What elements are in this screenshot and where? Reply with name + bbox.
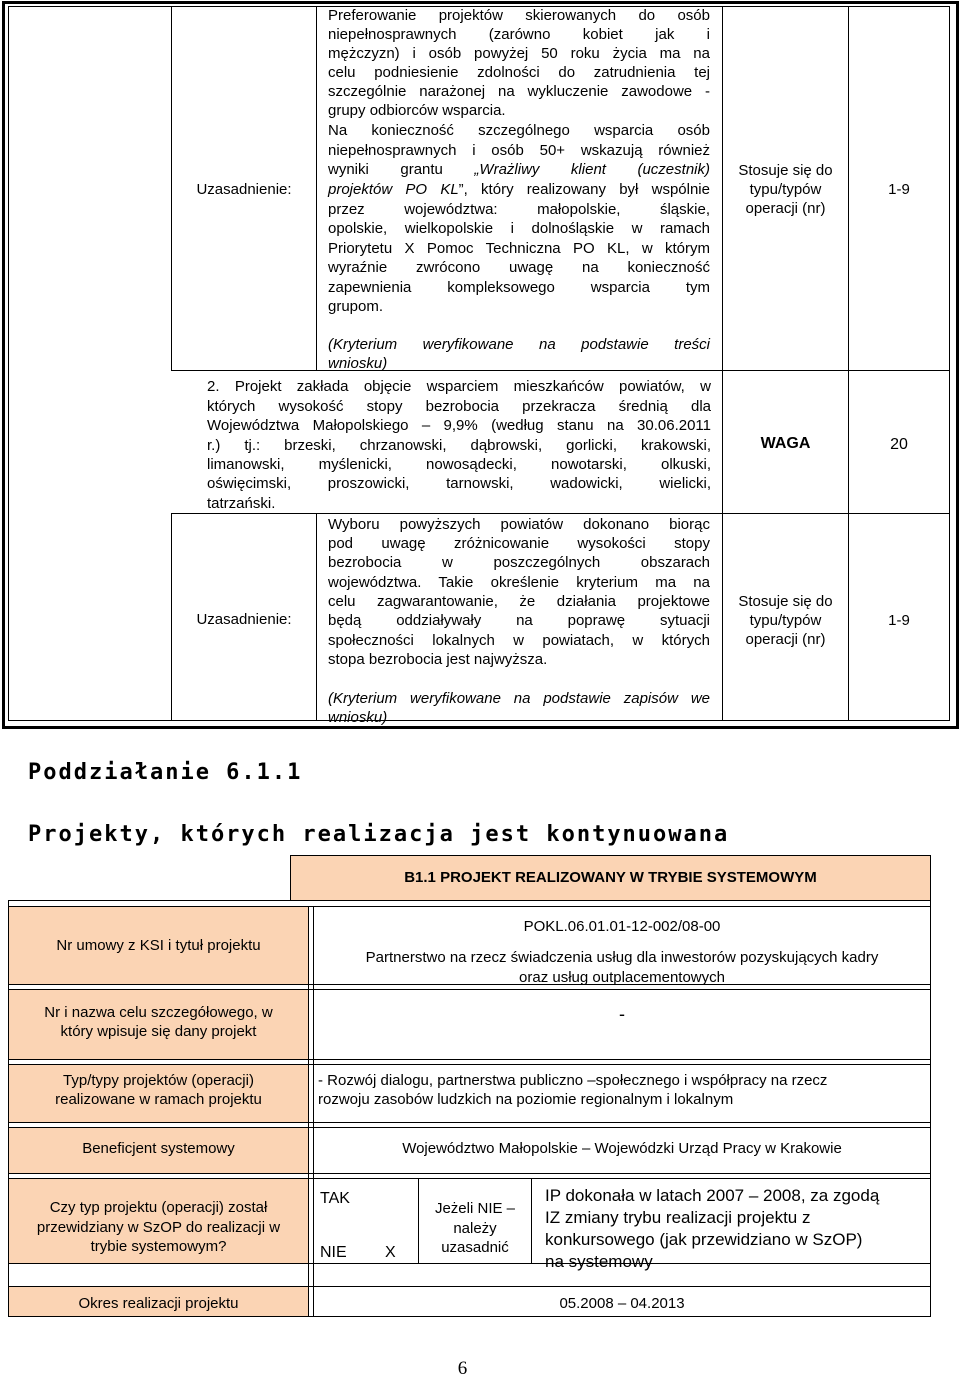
period-label: Okres realizacji projektu <box>78 1295 239 1312</box>
goal-label: Nr i nazwa celu szczegółowego, w <box>44 1004 273 1021</box>
option-no: NIE <box>320 1244 347 1261</box>
period-value: 05.2008 – 04.2013 <box>559 1295 685 1312</box>
beneficiary-value: Województwo Małopolskie – Wojewódzki Urząd Pracy w Krakowie <box>402 1140 842 1157</box>
goal-value: - <box>619 1004 625 1024</box>
verification-note: (Kryterium weryfikowane na podstawie zapisów we <box>328 690 710 707</box>
verification-note: (Kryterium weryfikowane na podstawie treści <box>328 336 710 353</box>
weight-label: WAGA <box>760 435 811 452</box>
types-value: - Rozwój dialogu, partnerstwa publiczno –społecznego i współpracy na rzecz <box>318 1072 828 1089</box>
beneficiary-label: Beneficjent systemowy <box>82 1140 235 1157</box>
justification-label: Uzasadnienie: <box>196 611 292 628</box>
option-yes: TAK <box>320 1190 350 1207</box>
project-title: Partnerstwo na rzecz świadczenia usług dla inwestorów pozyskujących kadry <box>365 949 879 966</box>
project-type-title: B1.1 PROJEKT REALIZOWANY W TRYBIE SYSTEMOWYM <box>404 869 817 886</box>
if-no-label: Jeżeli NIE – <box>434 1200 516 1217</box>
operation-range: 1-9 <box>888 181 910 198</box>
types-label: Typ/typy projektów (operacji) <box>63 1072 254 1089</box>
subaction-heading: Poddziałanie 6.1.1 <box>28 760 303 785</box>
justification-label: Uzasadnienie: <box>196 181 292 198</box>
contract-label: Nr umowy z KSI i tytuł projektu <box>56 937 261 954</box>
weight-value: 20 <box>890 436 908 453</box>
page-number: 6 <box>457 1358 468 1379</box>
checkmark-x: X <box>385 1244 396 1261</box>
section-heading: Projekty, których realizacja jest kontynuowana <box>28 822 730 847</box>
systemic-label: Czy typ projektu (operacji) został <box>49 1199 268 1216</box>
operation-range: 1-9 <box>888 612 910 629</box>
contract-number: POKL.06.01.01-12-002/08-00 <box>523 918 721 935</box>
